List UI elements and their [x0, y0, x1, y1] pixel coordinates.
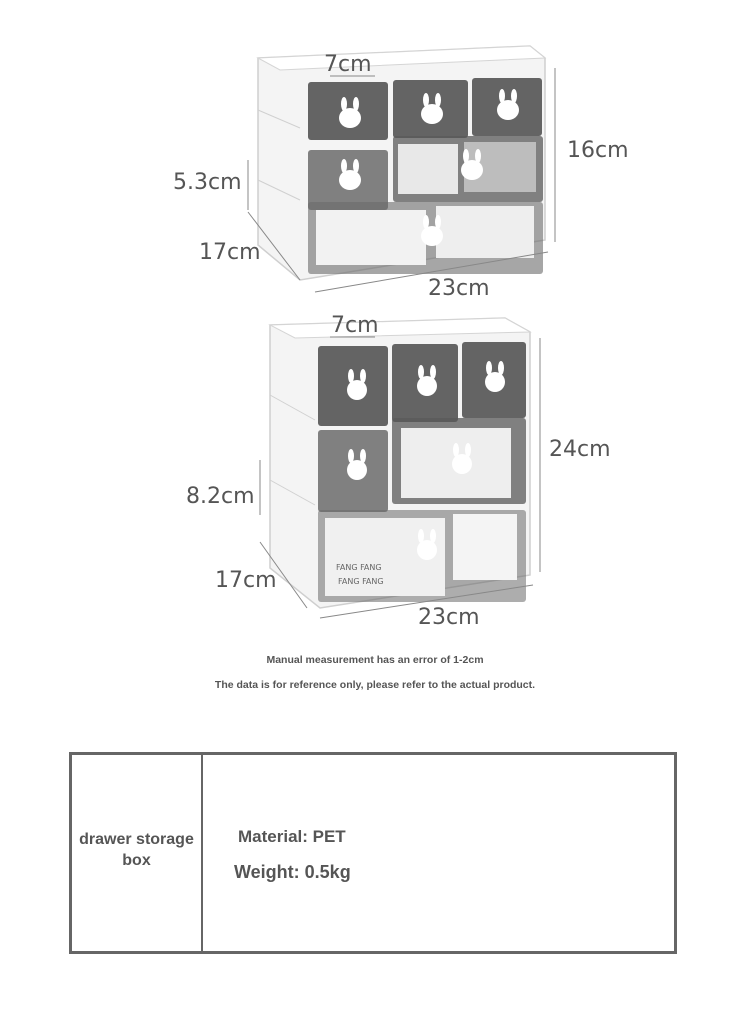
dim-drawer-width-1: 7cm	[324, 52, 372, 77]
product-image-small	[240, 40, 570, 300]
dim-depth-1: 17cm	[199, 240, 261, 265]
spec-divider	[201, 755, 203, 951]
dim-drawer-height-2: 8.2cm	[186, 484, 255, 509]
dim-depth-2: 17cm	[215, 568, 277, 593]
measurement-error-note: Manual measurement has an error of 1-2cm	[266, 654, 484, 666]
drawer-row-3	[318, 510, 526, 602]
drawer-row-1	[308, 78, 542, 140]
dim-width-1: 23cm	[428, 276, 490, 301]
drawer-row-3	[308, 202, 543, 274]
spec-table	[69, 752, 677, 954]
product-name: drawer storage box	[79, 831, 194, 869]
box-label: FANG FANG	[338, 577, 384, 586]
reference-note: The data is for reference only, please refer to the actual product.	[214, 679, 536, 691]
dim-width-2: 23cm	[418, 605, 480, 630]
box-label: FANG FANG	[336, 563, 382, 572]
dim-total-height-2: 24cm	[549, 437, 611, 462]
product-image-large	[255, 310, 555, 620]
dim-total-height-1: 16cm	[567, 138, 629, 163]
material-spec: Material: PET	[238, 827, 346, 846]
drawer-row-1	[318, 342, 526, 426]
dim-drawer-height-1: 5.3cm	[173, 170, 242, 195]
weight-spec: Weight: 0.5kg	[234, 862, 351, 882]
dim-drawer-width-2: 7cm	[331, 313, 379, 338]
drawer-row-2	[318, 418, 526, 512]
